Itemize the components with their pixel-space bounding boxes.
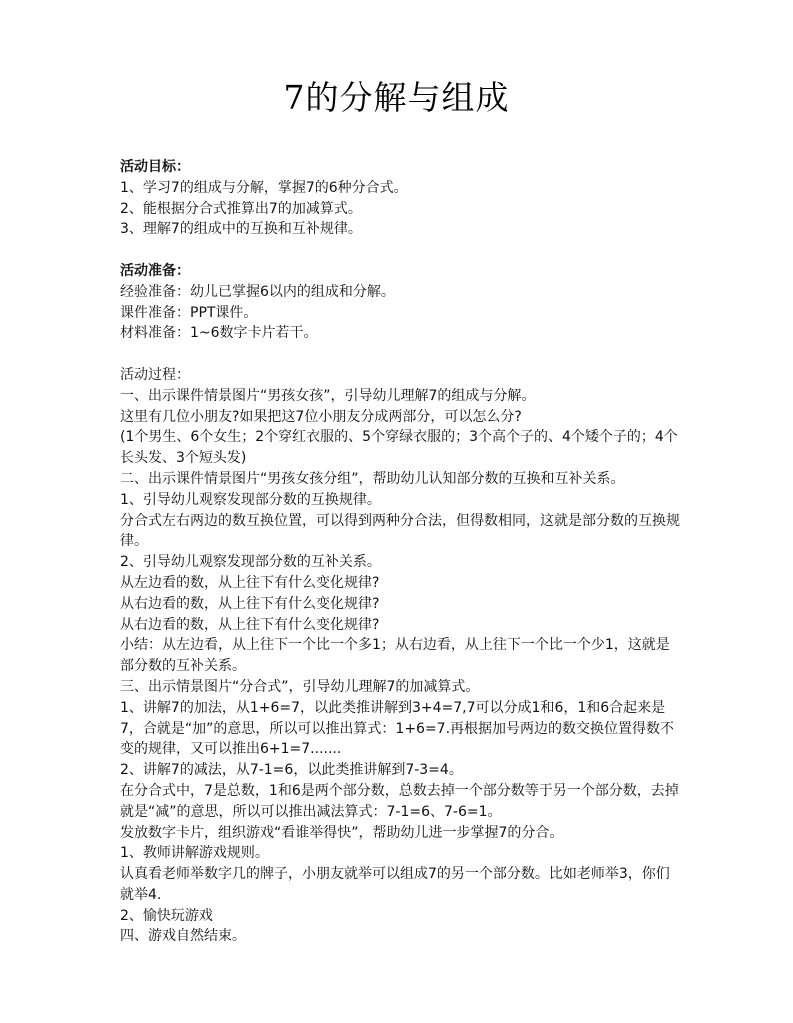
process-line: 二、出示课件情景图片“男孩女孩分组”，帮助幼儿认知部分数的互换和互补关系。	[120, 470, 625, 487]
process-line: 1、引导幼儿观察发现部分数的互换规律。	[120, 491, 381, 508]
process-line: 认真看老师举数字几的牌子，小朋友就举可以组成7的另一个部分数。比如老师举3，你们就举4.	[120, 866, 670, 903]
preparation-item: 课件准备：PPT课件。	[120, 304, 258, 321]
process-line: 一、出示课件情景图片“男孩女孩”，引导幼儿理解7的组成与分解。	[120, 387, 536, 404]
paragraph-gap	[120, 240, 680, 261]
document-body	[120, 157, 680, 947]
process-line: 1、教师讲解游戏规则。	[120, 845, 269, 862]
paragraph-gap	[120, 344, 680, 365]
goal-item: 3、理解7的组成中的互换和互补规律。	[120, 221, 362, 238]
process-line: 从右边看的数，从上往下有什么变化规律?	[120, 595, 380, 612]
process-heading: 活动过程：	[120, 366, 190, 383]
preparation-item: 经验准备：幼儿已掌握6以内的组成和分解。	[120, 283, 395, 300]
process-line: 2、引导幼儿观察发现部分数的互补关系。	[120, 554, 381, 571]
goal-item: 2、能根据分合式推算出7的加减算式。	[120, 200, 362, 217]
process-line: 四、游戏自然结束。	[120, 928, 246, 945]
process-line: 2、愉快玩游戏	[120, 907, 213, 924]
process-line: 三、出示情景图片“分合式”，引导幼儿理解7的加减算式。	[120, 678, 480, 695]
preparation-item: 材料准备：1~6数字卡片若干。	[120, 325, 318, 342]
process-line: 1、讲解7的加法，从1+6=7，以此类推讲解到3+4=7,7可以分成1和6，1和6合起来是7，合就是“加”的意思，所以可以推出算式：1+6=7.再根据加号两边的数交换位置得数不变的规律，又可以推出6+1=7.......	[120, 699, 675, 758]
document-title: 7的分解与组成	[283, 78, 510, 117]
process-line: (1个男生、6个女生；2个穿红衣服的、5个穿绿衣服的；3个高个子的、4个矮个子的；4个长头发、3个短头发)	[120, 429, 678, 467]
goal-item: 1、学习7的组成与分解，掌握7的6种分合式。	[120, 179, 408, 196]
process-line: 发放数字卡片，组织游戏“看谁举得快”，帮助幼儿进一步掌握7的分合。	[120, 824, 564, 841]
preparation-heading: 活动准备：	[120, 262, 190, 279]
process-line: 2、讲解7的减法，从7-1=6，以此类推讲解到7-3=4。	[120, 762, 463, 779]
process-line: 从左边看的数，从上往下有什么变化规律?	[120, 574, 380, 591]
process-line: 小结：从左边看，从上往下一个比一个多1；从右边看，从上往下一个比一个少1，这就是部分数的互补关系。	[120, 637, 670, 675]
goals-heading: 活动目标：	[120, 159, 190, 175]
process-line: 分合式左右两边的数互换位置，可以得到两种分合法，但得数相同，这就是部分数的互换规律。	[120, 512, 680, 550]
process-line: 从右边看的数，从上往下有什么变化规律?	[120, 616, 380, 633]
process-line: 在分合式中，7是总数，1和6是两个部分数，总数去掉一个部分数等于另一个部分数，去掉就是“减”的意思，所以可以推出减法算式：7-1=6、7-6=1。	[120, 782, 679, 820]
process-line: 这里有几位小朋友?如果把这7位小朋友分成两部分，可以怎么分?	[120, 408, 522, 425]
